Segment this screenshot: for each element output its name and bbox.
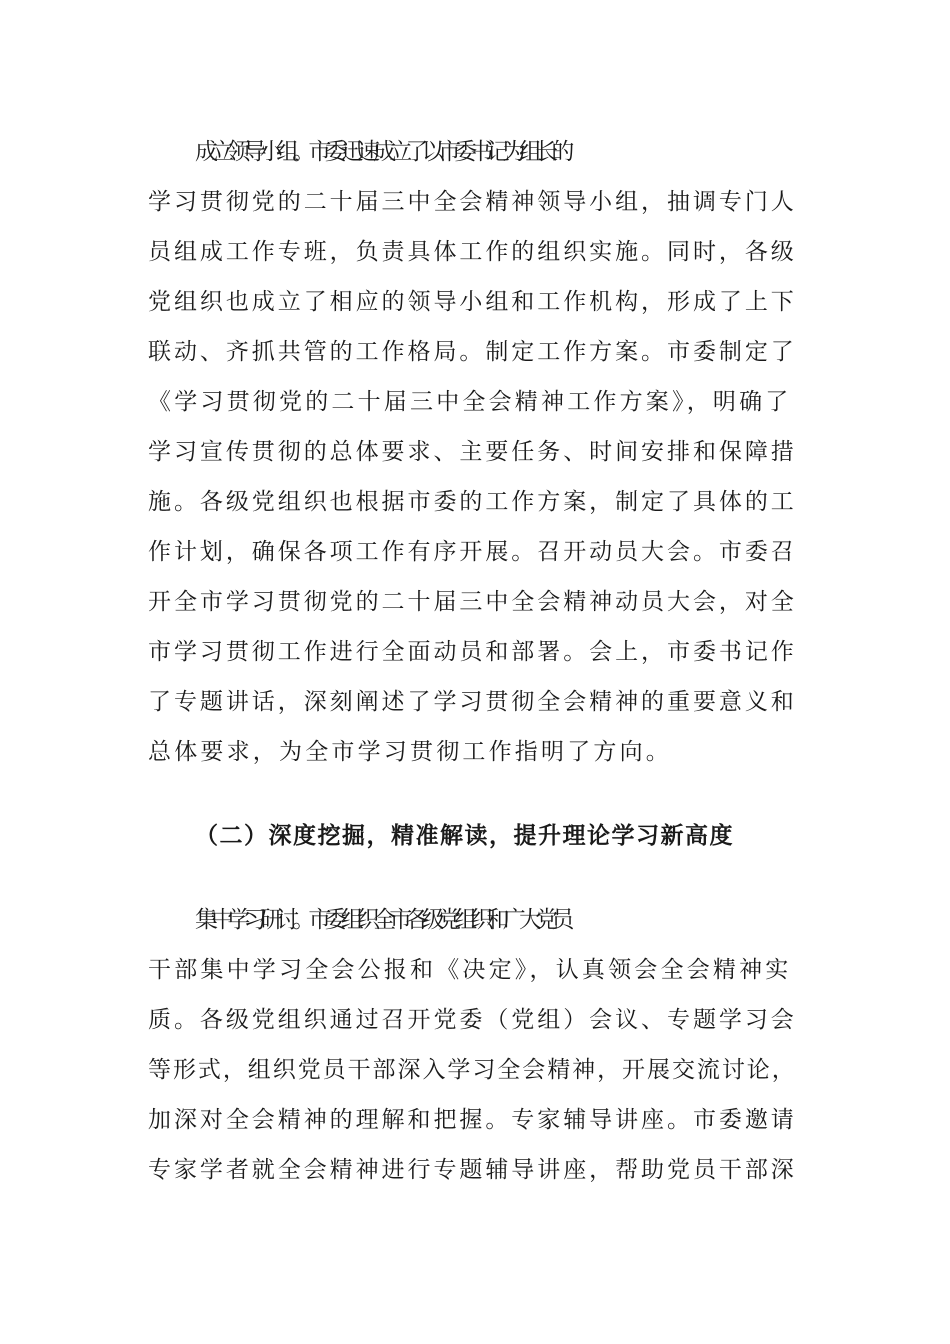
section-heading: （二）深度挖掘，精准解读，提升理论学习新高度 bbox=[195, 822, 734, 849]
paragraph-line: 加深对全会精神的理解和把握。专家辅导讲座。市委邀请 bbox=[148, 1107, 797, 1133]
paragraph-line: 干部集中学习全会公报和《决定》，认真领会全会精神实 bbox=[148, 957, 792, 983]
paragraph-line: 联动、齐抓共管的工作格局。制定工作方案。市委制定了 bbox=[148, 339, 797, 365]
paragraph-line: 学习宣传贯彻的总体要求、主要任务、时间安排和保障措 bbox=[148, 439, 797, 465]
paragraph-line: 学习贯彻党的二十届三中全会精神领导小组，抽调专门人 bbox=[148, 189, 797, 215]
paragraph-line: 员组成工作专班，负责具体工作的组织实施。同时，各级 bbox=[148, 239, 797, 265]
paragraph-line: 质。各级党组织通过召开党委（党组）会议、专题学习会 bbox=[148, 1007, 797, 1033]
paragraph-line: 《学习贯彻党的二十届三中全会精神工作方案》，明确了 bbox=[148, 389, 792, 415]
paragraph-line: 集中学习研讨。市委组织全市各级党组织和广大党员 bbox=[195, 907, 568, 933]
paragraph-line: 总体要求，为全市学习贯彻工作指明了方向。 bbox=[148, 739, 672, 765]
paragraph-line: 市学习贯彻工作进行全面动员和部署。会上，市委书记作 bbox=[148, 639, 797, 665]
paragraph-line: 等形式，组织党员干部深入学习全会精神，开展交流讨论， bbox=[148, 1057, 797, 1083]
paragraph-line: 专家学者就全会精神进行专题辅导讲座，帮助党员干部深 bbox=[148, 1157, 797, 1183]
paragraph-line: 施。各级党组织也根据市委的工作方案，制定了具体的工 bbox=[148, 489, 797, 515]
paragraph-line: 党组织也成立了相应的领导小组和工作机构，形成了上下 bbox=[148, 289, 797, 315]
paragraph-line: 了专题讲话，深刻阐述了学习贯彻全会精神的重要意义和 bbox=[148, 689, 797, 715]
paragraph-line: 开全市学习贯彻党的二十届三中全会精神动员大会，对全 bbox=[148, 589, 797, 615]
paragraph-line: 成立领导小组。市委迅速成立了以市委书记为组长的 bbox=[195, 139, 568, 165]
paragraph-line: 作计划，确保各项工作有序开展。召开动员大会。市委召 bbox=[148, 539, 797, 565]
